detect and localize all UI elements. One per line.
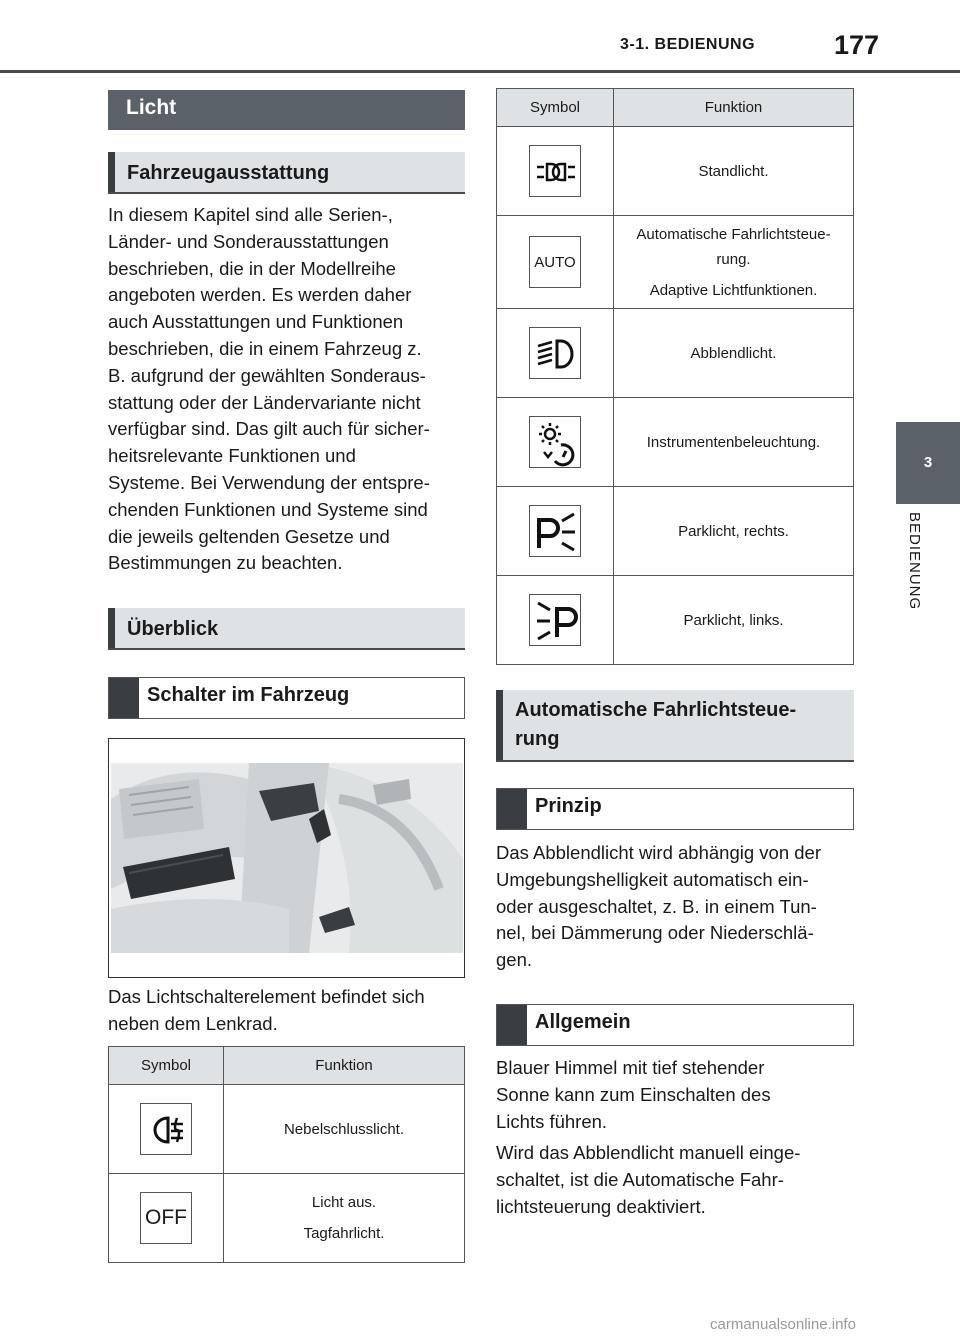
text-line: In diesem Kapitel sind alle Serien-, xyxy=(108,204,393,225)
function-cell xyxy=(224,1174,465,1263)
table-row xyxy=(497,398,854,487)
chapter-tab-label-text: BEDIENUNG xyxy=(906,512,923,611)
function-text: Licht aus. xyxy=(311,1194,377,1211)
col-symbol: Symbol xyxy=(497,89,614,127)
function-cell xyxy=(614,309,854,398)
text-line: die jeweils geltenden Gesetze und xyxy=(108,525,390,547)
text-line: Länder- und Sonderausstattungen xyxy=(108,230,389,252)
text-line: Lichts führen. xyxy=(496,1110,608,1132)
low-beam-icon xyxy=(529,327,581,379)
paragraph-allgemein-1 xyxy=(496,1055,858,1135)
heading-line: Automatische Fahrlichtsteue- xyxy=(515,699,797,721)
off-icon xyxy=(140,1192,192,1244)
text-line: chenden Funktionen und Systeme sind xyxy=(108,498,428,520)
symbol-cell xyxy=(497,487,614,576)
table-row xyxy=(109,1085,465,1174)
text-line: Blauer Himmel mit tief stehender xyxy=(496,1057,765,1078)
light-switch-illustration xyxy=(108,738,465,978)
chapter-tab-label xyxy=(896,512,960,642)
heading-fahrzeugausstattung-text: Fahrzeugausstattung xyxy=(127,162,330,184)
text-line: Umgebungshelligkeit automatisch ein- xyxy=(496,868,809,890)
text-line: Bestimmungen zu beachten. xyxy=(108,552,343,574)
text-line: Sonne kann zum Einschalten des xyxy=(496,1083,771,1105)
symbol-cell xyxy=(497,576,614,665)
heading-fahrzeugausstattung xyxy=(108,152,465,194)
text-line: beschrieben, die in der Modellreihe xyxy=(108,257,396,279)
text-line: lichtsteuerung deaktiviert. xyxy=(496,1195,706,1217)
table-row xyxy=(497,309,854,398)
paragraph-fahrzeugausstattung xyxy=(108,202,468,577)
heading-schalter xyxy=(108,677,465,719)
text-line: neben dem Lenkrad. xyxy=(108,1012,278,1034)
heading-line: rung xyxy=(515,728,560,750)
function-cell xyxy=(614,576,854,665)
function-text: Parklicht, links. xyxy=(683,611,784,629)
function-cell xyxy=(614,216,854,309)
table-header-row xyxy=(109,1047,465,1085)
heading-allgemein-text: Allgemein xyxy=(535,1011,631,1033)
col-function: Funktion xyxy=(224,1047,465,1085)
function-cell xyxy=(614,127,854,216)
heading-prinzip-text: Prinzip xyxy=(535,795,602,817)
function-cell xyxy=(614,487,854,576)
symbol-cell xyxy=(109,1174,224,1263)
off-icon-text: OFF xyxy=(145,1206,187,1229)
text-line: Das Lichtschalterelement befindet sich xyxy=(108,986,425,1007)
table-header-row xyxy=(497,89,854,127)
page-number: 177 xyxy=(834,30,880,60)
heading-prinzip xyxy=(496,788,854,830)
chapter-tab-number: 3 xyxy=(896,422,960,504)
heading-auto-text xyxy=(515,696,796,754)
function-text: Adaptive Lichtfunktionen. xyxy=(649,281,818,299)
symbol-cell xyxy=(497,309,614,398)
function-cell xyxy=(224,1085,465,1174)
parking-light-right-icon xyxy=(529,505,581,557)
auto-icon xyxy=(529,236,581,288)
text-line: Wird das Abblendlicht manuell einge- xyxy=(496,1142,801,1163)
parking-light-left-icon xyxy=(529,594,581,646)
symbol-table-left xyxy=(108,1046,465,1263)
auto-icon-text: AUTO xyxy=(534,253,576,271)
function-text: rung. xyxy=(716,250,751,268)
text-line: Systeme. Bei Verwendung der entspre- xyxy=(108,471,430,493)
heading-ueberblick xyxy=(108,608,465,650)
function-text: Nebelschlusslicht. xyxy=(283,1120,405,1138)
symbol-table-right xyxy=(496,88,854,665)
heading-allgemein xyxy=(496,1004,854,1046)
symbol-cell xyxy=(109,1085,224,1174)
function-text: Tagfahrlicht. xyxy=(303,1225,385,1242)
paragraph-prinzip xyxy=(496,840,858,974)
rear-fog-light-icon xyxy=(140,1103,192,1155)
paragraph-allgemein-2 xyxy=(496,1140,858,1220)
function-text: Standlicht. xyxy=(698,162,769,180)
function-text: Automatische Fahrlichtsteue- xyxy=(636,225,831,243)
light-switch-drawing xyxy=(109,739,465,978)
text-line: verfügbar sind. Das gilt auch für sicher- xyxy=(108,418,430,440)
heading-schalter-text: Schalter im Fahrzeug xyxy=(147,684,350,706)
col-symbol: Symbol xyxy=(109,1047,224,1085)
text-line: stattung oder der Ländervariante nicht xyxy=(108,391,421,413)
text-line: nel, bei Dämmerung oder Niederschlä- xyxy=(496,922,814,944)
text-line: B. aufgrund der gewählten Sonderaus- xyxy=(108,364,426,386)
symbol-cell xyxy=(497,398,614,487)
col-function: Funktion xyxy=(614,89,854,127)
heading-ueberblick-text: Überblick xyxy=(127,618,219,640)
footer-watermark: carmanualsonline.info xyxy=(710,1316,856,1333)
table-row xyxy=(497,487,854,576)
text-line: oder ausgeschaltet, z. B. in einem Tun- xyxy=(496,895,817,917)
chapter-title: Licht xyxy=(108,90,465,130)
heading-automatische-fahrlichtsteuerung xyxy=(496,690,854,762)
text-line: schaltet, ist die Automatische Fahr- xyxy=(496,1168,784,1190)
header-rule xyxy=(0,70,960,73)
table-row xyxy=(109,1174,465,1263)
table-row xyxy=(497,216,854,309)
table-row xyxy=(497,127,854,216)
function-text: Parklicht, rechts. xyxy=(678,522,789,540)
table-row xyxy=(497,576,854,665)
symbol-cell xyxy=(497,216,614,309)
caption-switch xyxy=(108,984,468,1038)
function-text: Instrumentenbeleuchtung. xyxy=(646,433,821,451)
section-title: 3-1. BEDIENUNG xyxy=(620,36,756,53)
text-line: auch Ausstattungen und Funktionen xyxy=(108,311,404,333)
text-line: gen. xyxy=(496,949,533,971)
text-line: beschrieben, die in einem Fahrzeug z. xyxy=(108,337,422,359)
function-text: Abblendlicht. xyxy=(690,344,777,362)
text-line: heitsrelevante Funktionen und xyxy=(108,445,356,467)
side-light-icon xyxy=(529,145,581,197)
function-cell xyxy=(614,398,854,487)
text-line: angeboten werden. Es werden daher xyxy=(108,284,412,306)
text-line: Das Abblendlicht wird abhängig von der xyxy=(496,842,821,863)
instrument-lighting-icon xyxy=(529,416,581,468)
symbol-cell xyxy=(497,127,614,216)
